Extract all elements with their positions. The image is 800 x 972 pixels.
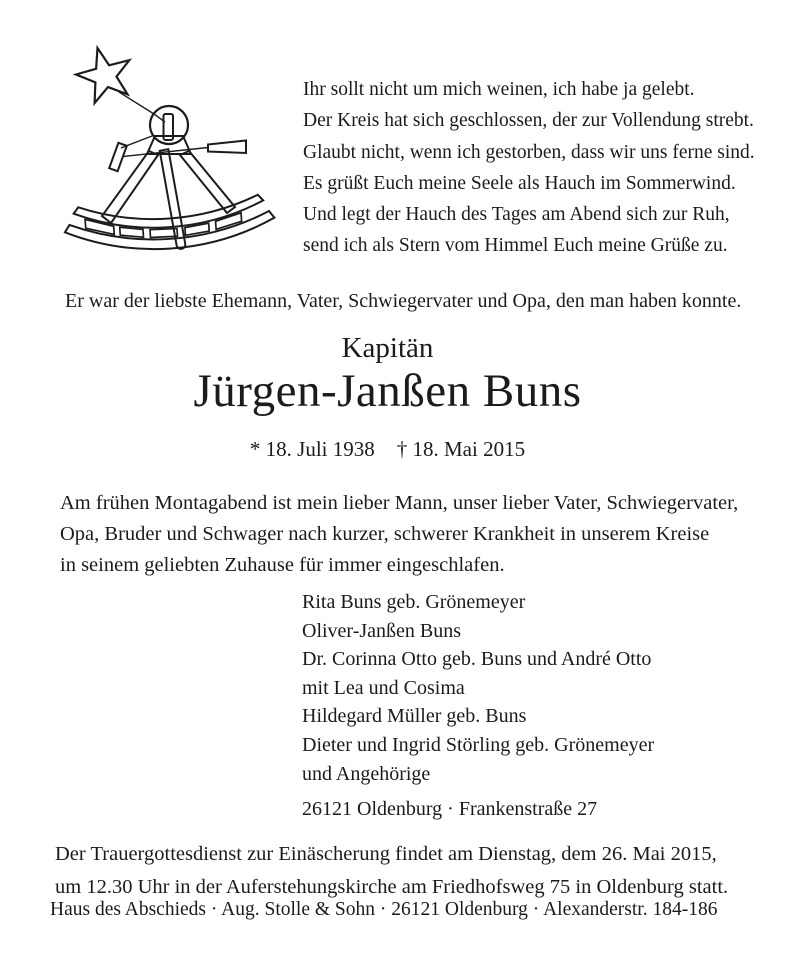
- poem-line: Glaubt nicht, wenn ich gestorben, dass wir uns ferne sind.: [303, 141, 755, 163]
- poem-line: Und legt der Hauch des Tages am Abend sich zur Ruh,: [303, 204, 730, 226]
- mourner-line: mit Lea und Cosima: [302, 676, 465, 699]
- sextant-left-arm: [102, 151, 158, 223]
- sextant-with-star-icon: [55, 35, 280, 265]
- intro-line: Er war der liebste Ehemann, Vater, Schwiegervater und Opa, den man haben konnte.: [65, 290, 742, 312]
- mourner-line: Rita Buns geb. Grönemeyer: [302, 591, 526, 613]
- death-date: † 18. Mai 2015: [396, 437, 526, 461]
- sextant-index-arm: [160, 149, 186, 249]
- birth-date: * 18. Juli 1938: [249, 437, 375, 461]
- sextant-pivot-circle: [150, 106, 188, 144]
- poem-line: send ich als Stern vom Himmel Euch meine Grüße zu.: [303, 235, 728, 257]
- sight-line: [119, 92, 154, 114]
- poem: [303, 74, 755, 262]
- address-line: 26121 Oldenburg · Frankenstraße 27: [302, 798, 598, 820]
- sextant-right-arm: [180, 151, 235, 213]
- poem-line: Ihr sollt nicht um mich weinen, ich habe ja gelebt.: [303, 79, 695, 100]
- announcement-line: Am frühen Montagabend ist mein lieber Mann, unser lieber Vater, Schwiegervater,: [60, 492, 739, 514]
- poem-line: Es grüßt Euch meine Seele als Hauch im Sommerwind.: [303, 172, 736, 194]
- sextant-illustration: [55, 35, 280, 265]
- mourner-line: Oliver-Janßen Buns: [302, 619, 462, 642]
- mourner-line: Dr. Corinna Otto geb. Buns und André Otto: [302, 648, 652, 671]
- service-info: [55, 838, 728, 904]
- funeral-home-line: Haus des Abschieds · Aug. Stolle & Sohn · 26121 Oldenburg · Alexanderstr. 184-186: [50, 899, 718, 920]
- announcement-line: Opa, Bruder und Schwager nach kurzer, schwerer Krankheit in unserem Kreise: [60, 523, 710, 545]
- mourner-line: Dieter und Ingrid Störling geb. Grönemeyer: [302, 733, 655, 756]
- deceased-name: Jürgen-Janßen Buns: [193, 365, 582, 417]
- service-line: um 12.30 Uhr in der Auferstehungskirche am Friedhofsweg 75 in Oldenburg statt.: [55, 875, 729, 898]
- poem-line: Der Kreis hat sich geschlossen, der zur Vollendung strebt.: [303, 110, 754, 132]
- mourner-line: und Angehörige: [302, 762, 431, 785]
- star-icon: [76, 48, 129, 103]
- service-line: Der Trauergottesdienst zur Einäscherung findet am Dienstag, dem 26. Mai 2015,: [55, 843, 717, 865]
- mourners-list: [302, 588, 654, 788]
- announcement-line: in seinem geliebten Zuhause für immer eingeschlafen.: [60, 554, 505, 576]
- deceased-title: Kapitän: [341, 332, 434, 364]
- mourner-line: Hildegard Müller geb. Buns: [302, 705, 527, 728]
- announcement: [60, 488, 738, 581]
- life-dates: [0, 436, 775, 462]
- telescope-tube: [208, 141, 246, 154]
